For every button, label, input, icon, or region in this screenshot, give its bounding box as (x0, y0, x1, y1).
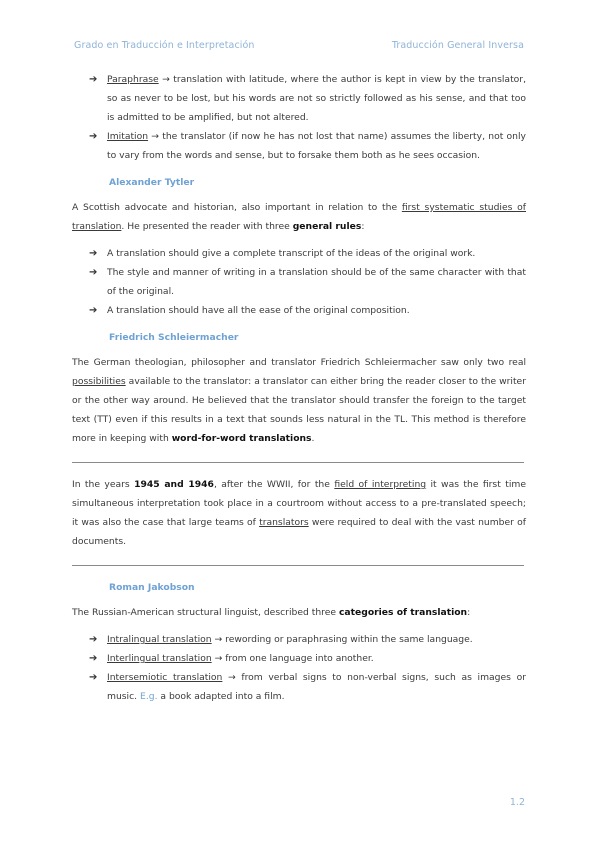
list-item-text: → translation with latitude, where the author is kept in view by the translator, so as never to be lost, but his words are not so strictly followed as his sense, and that too is admitted to be amplified, but not altered. (107, 74, 526, 123)
list-item-text: → the translator (if now he has not lost that name) assumes the liberty, not only to vary from the words and sense, but to forsake them both as he sees occasion. (107, 131, 526, 161)
page-content (72, 70, 526, 706)
arrow-icon: ➔ (89, 248, 98, 259)
list-item: ➔ A translation should give a complete transcript of the ideas of the original work. (72, 244, 526, 263)
list-item: ➔ A translation should have all the ease of the original composition. (72, 301, 526, 320)
heading-tytler: Alexander Tytler (109, 177, 195, 188)
dryden-list (72, 70, 526, 165)
tytler-intro: A Scottish advocate and historian, also important in relation to the first systematic studies of translation. He presented the reader with three general rules: (72, 202, 526, 232)
interpreting-text: In the years 1945 and 1946, after the WWII, for the field of interpreting it was the first time simultaneous interpretation took place in a courtroom without access to a pre-translated speech; it was also the case that large teams of translators were required to deal with the vast number of documents. (72, 479, 526, 547)
bold-general-rules: general rules (292, 221, 362, 232)
page-number: 1.2 (509, 797, 525, 808)
arrow-icon: ➔ (89, 634, 98, 645)
arrow-icon: ➔ (89, 672, 98, 683)
schleiermacher-text: The German theologian, philosopher and translator Friedrich Schleiermacher saw only two real possibilities available to the translator: a translator can either bring the reader closer to the writer or the other way around. He believed that the translator should transfer the foreign to the target text (TT) even if this results in a text that sounds less natural in the TL. This method is therefore more in keeping with word-for-word translations. (72, 357, 526, 444)
divider (72, 565, 524, 566)
arrow-icon: ➔ (89, 74, 98, 85)
jakobson-intro: The Russian-American structural linguist, described three categories of translation: (72, 607, 471, 618)
list-item: ➔ Interlingual translation → from one language into another. (72, 649, 526, 668)
eg-label: E.g. (140, 691, 158, 702)
arrow-icon: ➔ (89, 131, 98, 142)
link-field-of-interpreting: field of interpreting (334, 479, 427, 490)
list-item: ➔ Intralingual translation → rewording or paraphrasing within the same language. (72, 630, 526, 649)
bold-word-for-word: word-for-word translations (171, 433, 312, 444)
jakobson-categories (72, 630, 526, 706)
list-item (72, 127, 526, 165)
header-right: Traducción General Inversa (391, 40, 524, 51)
arrow-icon: ➔ (89, 305, 98, 316)
term-interlingual: Interlingual translation (107, 653, 212, 664)
heading-jakobson: Roman Jakobson (109, 582, 195, 593)
list-item: ➔ Intersemiotic translation → from verbal signs to non-verbal signs, such as images or music. E.g. a book adapted into a film. (72, 668, 526, 706)
tytler-rules (72, 244, 526, 320)
link-systematic-studies: first systematic studies of translation (72, 202, 526, 232)
arrow-icon: ➔ (89, 653, 98, 664)
term-paraphrase: Paraphrase (107, 74, 159, 85)
term-intralingual: Intralingual translation (107, 634, 212, 645)
page-header (74, 40, 524, 51)
list-item (72, 70, 526, 127)
link-translators: translators (259, 517, 309, 528)
arrow-icon: ➔ (89, 267, 98, 278)
heading-schleiermacher: Friedrich Schleiermacher (109, 332, 239, 343)
bold-categories: categories of translation (338, 607, 468, 618)
bold-years: 1945 and 1946 (134, 479, 214, 490)
list-item: ➔ The style and manner of writing in a translation should be of the same character with that of the original. (72, 263, 526, 301)
term-intersemiotic: Intersemiotic translation (107, 672, 223, 683)
header-left: Grado en Traducción e Interpretación (74, 40, 255, 51)
term-imitation: Imitation (107, 131, 149, 142)
divider (72, 462, 524, 463)
link-possibilities: possibilities (72, 376, 126, 387)
